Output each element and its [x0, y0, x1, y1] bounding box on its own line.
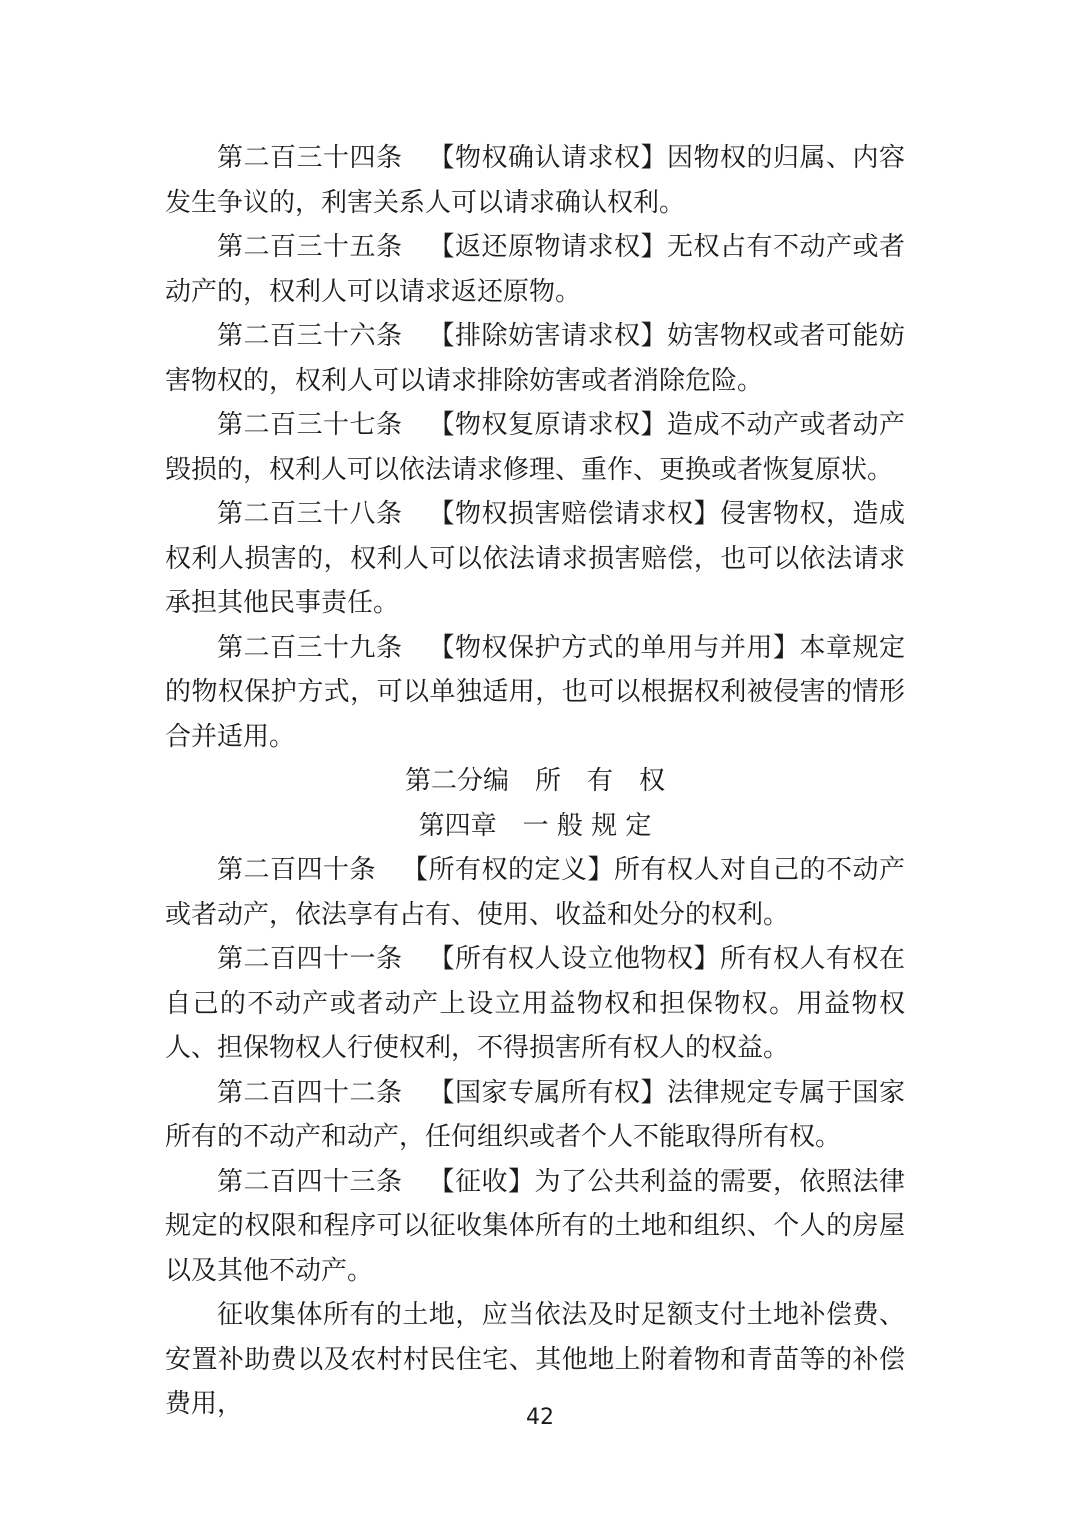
article-240 — [165, 848, 905, 937]
article-number: 第二百三十四条 — [217, 143, 403, 173]
article-text: 【返还原物请求权】无权占有不动产或者动产的，权利人可以请求返还原物。 — [165, 232, 905, 307]
article-number: 第二百三十五条 — [217, 232, 403, 262]
page-number: 42 — [526, 1405, 554, 1430]
article-242 — [165, 1071, 905, 1160]
article-number: 第二百四十条 — [217, 855, 376, 885]
article-number: 第二百四十二条 — [217, 1077, 403, 1108]
article-235 — [165, 225, 905, 314]
article-text: 【所有权人设立他物权】所有权人有权在自己的不动产或者动产上设立用益物权和担保物权。用益物权人、担保物权人行使权利，不得损害所有权人的权益。 — [165, 944, 905, 1063]
article-238 — [165, 492, 905, 626]
chapter-heading — [165, 804, 905, 849]
chapter-heading-text: 第四章 一 般 规 定 — [418, 810, 652, 841]
body-text — [165, 136, 905, 1427]
article-text: 【国家专属所有权】法律规定专属于国家所有的不动产和动产，任何组织或者个人不能取得所有权。 — [165, 1077, 905, 1152]
article-text: 【征收】为了公共利益的需要，依照法律规定的权限和程序可以征收集体所有的土地和组织、个人的房屋以及其他不动产。 — [165, 1166, 905, 1286]
article-234 — [165, 136, 905, 225]
article-text: 【所有权的定义】所有权人对自己的不动产或者动产，依法享有占有、使用、收益和处分的权利。 — [165, 855, 905, 930]
continuation-paragraph: 征收集体所有的土地，应当依法及时足额支付土地补偿费、安置补助费以及农村村民住宅、其他地上附着物和青苗等的补偿费用， — [165, 1300, 905, 1419]
part-heading-text: 第二分编 所 有 权 — [404, 766, 665, 796]
article-number: 第二百三十七条 — [217, 410, 403, 440]
article-text: 【物权复原请求权】造成不动产或者动产毁损的，权利人可以依法请求修理、重作、更换或者恢复原状。 — [165, 410, 905, 485]
part-heading — [165, 759, 905, 804]
article-number: 第二百四十三条 — [217, 1166, 403, 1197]
article-number: 第二百三十八条 — [217, 499, 403, 529]
article-239 — [165, 626, 905, 760]
article-text: 【物权保护方式的单用与并用】本章规定的物权保护方式，可以单独适用，也可以根据权利被侵害的情形合并适用。 — [165, 632, 905, 752]
article-236 — [165, 314, 905, 403]
article-243 — [165, 1160, 905, 1294]
article-237 — [165, 403, 905, 492]
article-241 — [165, 937, 905, 1071]
article-number: 第二百三十六条 — [217, 321, 403, 351]
article-number: 第二百四十一条 — [217, 944, 403, 974]
article-number: 第二百三十九条 — [217, 632, 403, 663]
article-text: 【物权确认请求权】因物权的归属、内容发生争议的，利害关系人可以请求确认权利。 — [165, 143, 905, 218]
article-text: 【排除妨害请求权】妨害物权或者可能妨害物权的，权利人可以请求排除妨害或者消除危险。 — [165, 321, 905, 396]
article-text: 【物权损害赔偿请求权】侵害物权，造成权利人损害的，权利人可以依法请求损害赔偿，也可以依法请求承担其他民事责任。 — [165, 499, 905, 618]
